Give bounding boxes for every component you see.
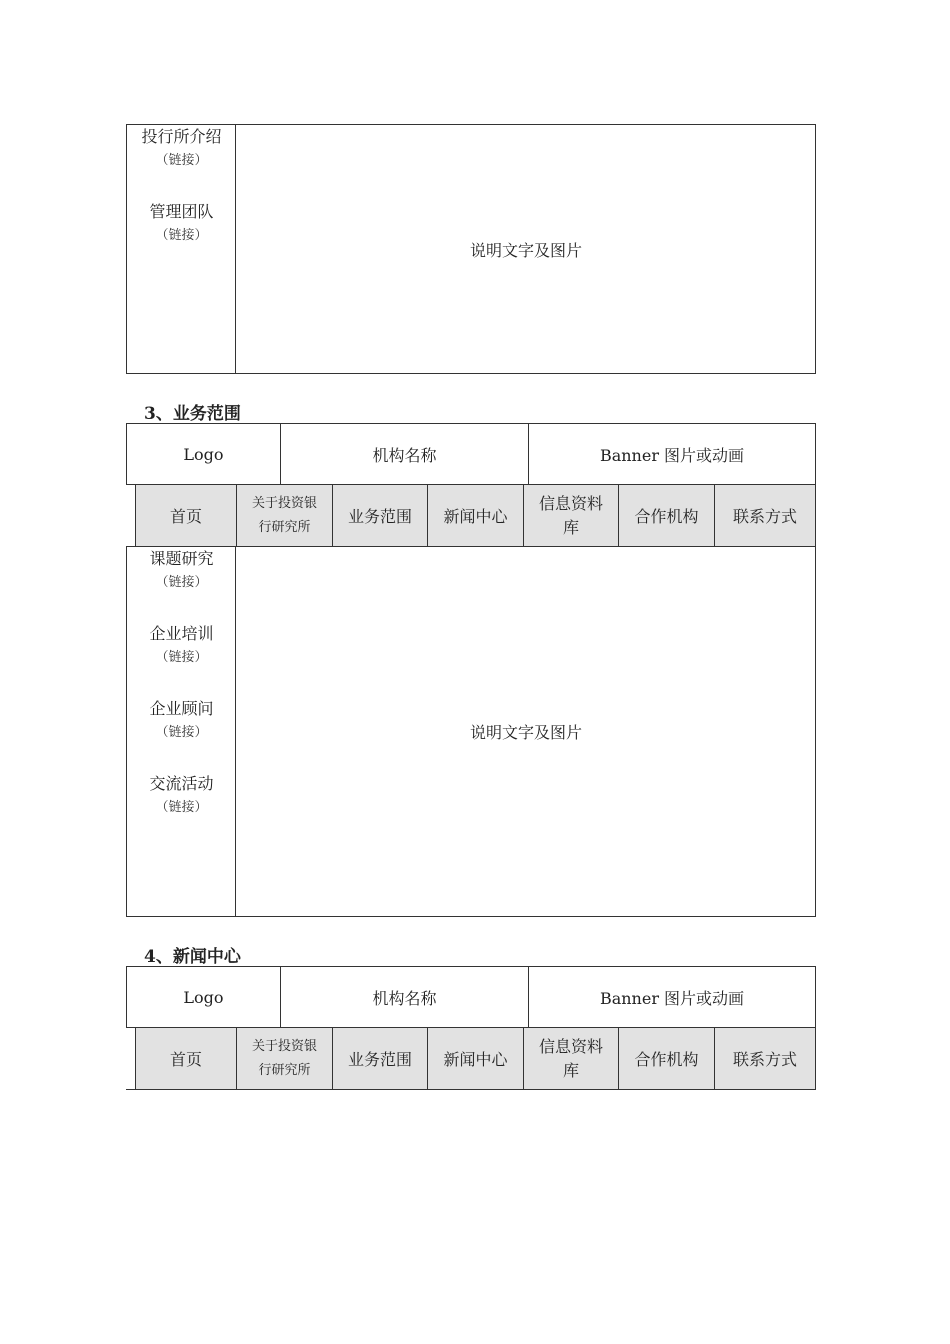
sidebar-item-label: 企业培训 — [149, 624, 214, 643]
nav-item-library[interactable] — [524, 1028, 619, 1089]
sidebar-item-intro[interactable] — [127, 125, 236, 173]
nav-label-line2: 行研究所 — [258, 519, 311, 535]
logo-cell: Logo — [127, 424, 281, 484]
org-name-cell: 机构名称 — [281, 967, 529, 1027]
logo-cell: Logo — [127, 967, 281, 1027]
nav-label: 新闻中心 — [443, 1050, 508, 1069]
nav-label: 首页 — [169, 1050, 202, 1069]
nav-item-about[interactable] — [237, 485, 333, 546]
nav-label: 关于投资银 — [251, 1038, 317, 1054]
intro-sidebar — [127, 125, 236, 373]
sidebar-item-label: 投行所介绍 — [141, 127, 222, 146]
nav-item-business[interactable] — [333, 485, 428, 546]
business-layout-box — [126, 546, 816, 917]
bottom-rule — [126, 1089, 136, 1090]
nav-label: 业务范围 — [347, 1050, 412, 1069]
nav-item-contact[interactable] — [715, 485, 815, 546]
nav-label: 联系方式 — [732, 1050, 797, 1069]
nav-item-home[interactable] — [136, 485, 237, 546]
sidebar-item-research[interactable] — [127, 547, 236, 595]
sidebar-item-label: 企业顾问 — [149, 699, 214, 718]
nav-item-home[interactable] — [136, 1028, 237, 1089]
nav-label: 首页 — [169, 507, 202, 526]
sidebar-item-team[interactable] — [127, 200, 236, 248]
sidebar-item-label: 交流活动 — [149, 774, 214, 793]
nav-label-line2: 库 — [562, 1060, 579, 1080]
banner-cell: Banner 图片或动画 — [599, 445, 745, 465]
sidebar-item-consulting[interactable] — [127, 697, 236, 745]
nav-label-line2: 库 — [562, 517, 579, 537]
nav-label: 关于投资银 — [251, 495, 317, 511]
nav-label: 新闻中心 — [443, 507, 508, 526]
nav-item-news[interactable] — [428, 485, 524, 546]
banner-cell: Banner 图片或动画 — [599, 988, 745, 1008]
nav-item-library[interactable] — [524, 485, 619, 546]
sidebar-item-events[interactable] — [127, 772, 236, 820]
section-heading: 4、新闻中心 — [144, 947, 241, 967]
header-bar — [126, 423, 816, 485]
nav-bar — [135, 1027, 816, 1090]
sidebar-item-link-hint: （链接） — [155, 228, 208, 243]
sidebar-item-link-hint: （链接） — [155, 153, 208, 168]
nav-item-business[interactable] — [333, 1028, 428, 1089]
nav-item-news[interactable] — [428, 1028, 524, 1089]
nav-item-about[interactable] — [237, 1028, 333, 1089]
business-sidebar — [127, 547, 236, 916]
sidebar-item-label: 课题研究 — [149, 549, 214, 568]
nav-label: 信息资料 — [538, 493, 603, 513]
nav-label: 合作机构 — [634, 507, 699, 526]
nav-item-partners[interactable] — [619, 1028, 715, 1089]
nav-item-contact[interactable] — [715, 1028, 815, 1089]
nav-bar — [135, 484, 816, 547]
nav-label: 业务范围 — [347, 507, 412, 526]
sidebar-item-link-hint: （链接） — [155, 725, 208, 740]
nav-label: 合作机构 — [634, 1050, 699, 1069]
section-heading: 3、业务范围 — [144, 404, 241, 424]
sidebar-item-training[interactable] — [127, 622, 236, 670]
intro-content-area: 说明文字及图片 — [469, 240, 582, 260]
sidebar-item-label: 管理团队 — [149, 202, 214, 221]
intro-layout-box — [126, 124, 816, 374]
sidebar-item-link-hint: （链接） — [155, 800, 208, 815]
nav-item-partners[interactable] — [619, 485, 715, 546]
sidebar-item-link-hint: （链接） — [155, 650, 208, 665]
nav-label: 信息资料 — [538, 1036, 603, 1056]
business-content-area: 说明文字及图片 — [469, 723, 582, 742]
nav-label-line2: 行研究所 — [258, 1062, 311, 1078]
header-bar — [126, 966, 816, 1028]
sidebar-item-link-hint: （链接） — [155, 575, 208, 590]
nav-label: 联系方式 — [732, 507, 797, 526]
org-name-cell: 机构名称 — [281, 424, 529, 484]
